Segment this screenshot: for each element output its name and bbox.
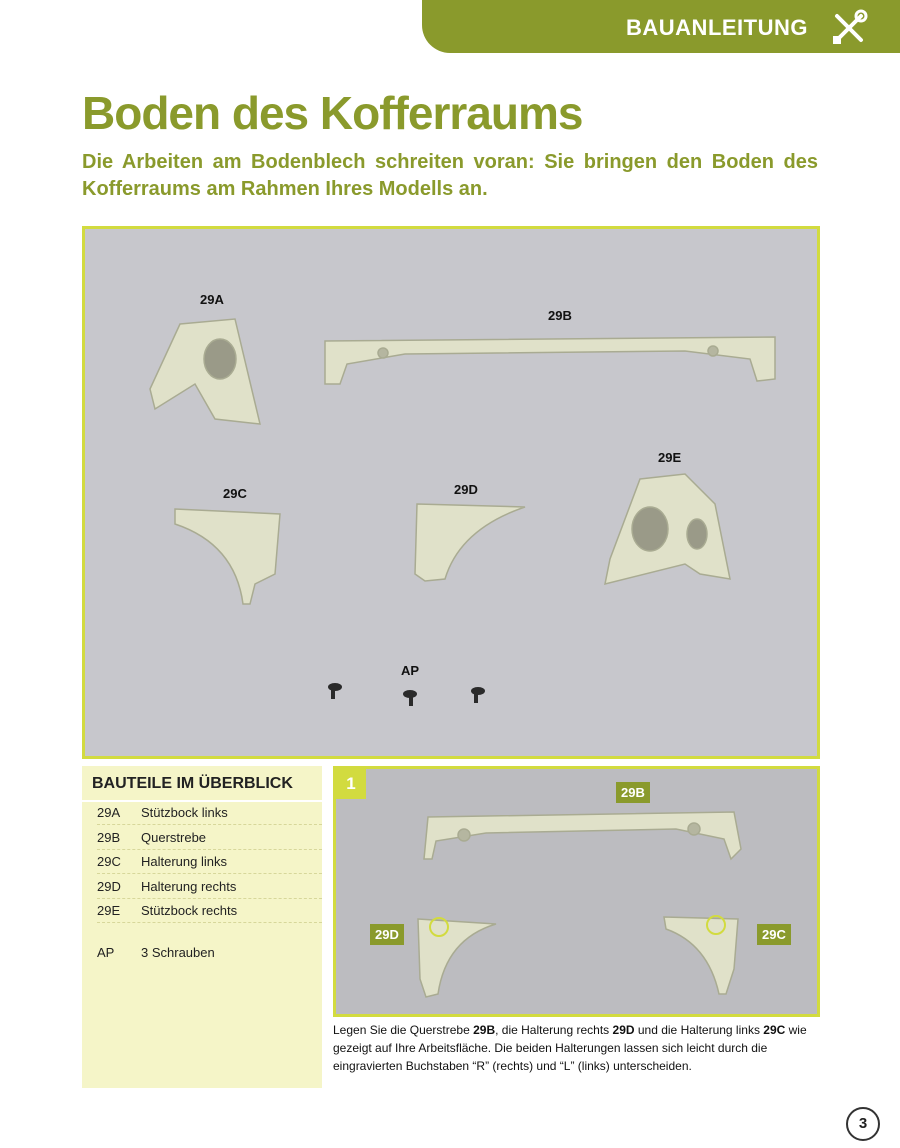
parts-row	[97, 899, 322, 923]
parts-photo	[82, 226, 820, 759]
label-29c: 29C	[223, 486, 247, 501]
parts-list-heading: BAUTEILE IM ÜBERBLICK	[92, 775, 293, 792]
tag-29d: 29D	[370, 924, 404, 945]
label-ap: AP	[401, 663, 420, 678]
divider	[97, 922, 322, 923]
part-29d	[415, 504, 525, 581]
divider	[97, 824, 322, 825]
part-29c	[175, 509, 280, 604]
section-tab	[422, 0, 900, 53]
part-name: Halterung links	[141, 854, 227, 869]
part-name: Stützbock links	[141, 805, 228, 820]
parts-row	[97, 850, 322, 874]
part-29e	[605, 474, 730, 584]
part-29b	[325, 337, 775, 384]
part-29b	[424, 812, 741, 859]
part-code: 29E	[97, 903, 121, 918]
label-29b: 29B	[548, 308, 572, 323]
part-code: AP	[97, 945, 115, 960]
page-subtitle: Die Arbeiten am Bodenblech schreiten voran: Sie bringen den Boden des Kofferraums am Rahmen Ihres Modells an.	[82, 151, 818, 200]
part-name: Stützbock rechts	[141, 903, 238, 918]
parts-row	[97, 826, 322, 850]
page-number: 3	[846, 1107, 880, 1141]
section-label: BAUANLEITUNG	[626, 15, 808, 40]
part-code: 29C	[97, 854, 121, 869]
parts-illustration	[85, 229, 817, 756]
part-name: Querstrebe	[141, 830, 207, 845]
parts-row	[97, 875, 322, 899]
step-number: 1	[336, 769, 366, 799]
step-1-caption: Legen Sie die Querstrebe 29B, die Halterung rechts 29D und die Halterung links 29C wie gezeigt auf Ihre Arbeitsfläche. Die beiden Halterungen lassen sich leicht durch die eingravierten Buchstaben “R” (rechts) und “L” (links) unterscheiden.	[333, 1023, 807, 1073]
tools-icon	[830, 9, 868, 47]
label-29d: 29D	[454, 482, 478, 497]
step-1-illustration	[336, 769, 817, 1014]
tag-29b: 29B	[616, 782, 650, 803]
part-name: Halterung rechts	[141, 879, 237, 894]
part-name: 3 Schrauben	[141, 945, 215, 960]
part-29c	[664, 916, 738, 994]
part-code: 29B	[97, 830, 121, 845]
page-title: Boden des Kofferraums	[82, 87, 583, 139]
parts-list-panel	[82, 766, 322, 1088]
parts-row	[97, 801, 322, 825]
label-29e: 29E	[658, 450, 682, 465]
part-code: 29A	[97, 805, 121, 820]
label-29a: 29A	[200, 292, 224, 307]
tag-29c: 29C	[757, 924, 791, 945]
divider	[97, 873, 322, 874]
part-29d	[418, 918, 496, 997]
part-29a	[150, 319, 260, 424]
screws	[328, 683, 485, 706]
part-code: 29D	[97, 879, 121, 894]
parts-row	[97, 941, 322, 965]
step-1-photo	[333, 766, 820, 1017]
